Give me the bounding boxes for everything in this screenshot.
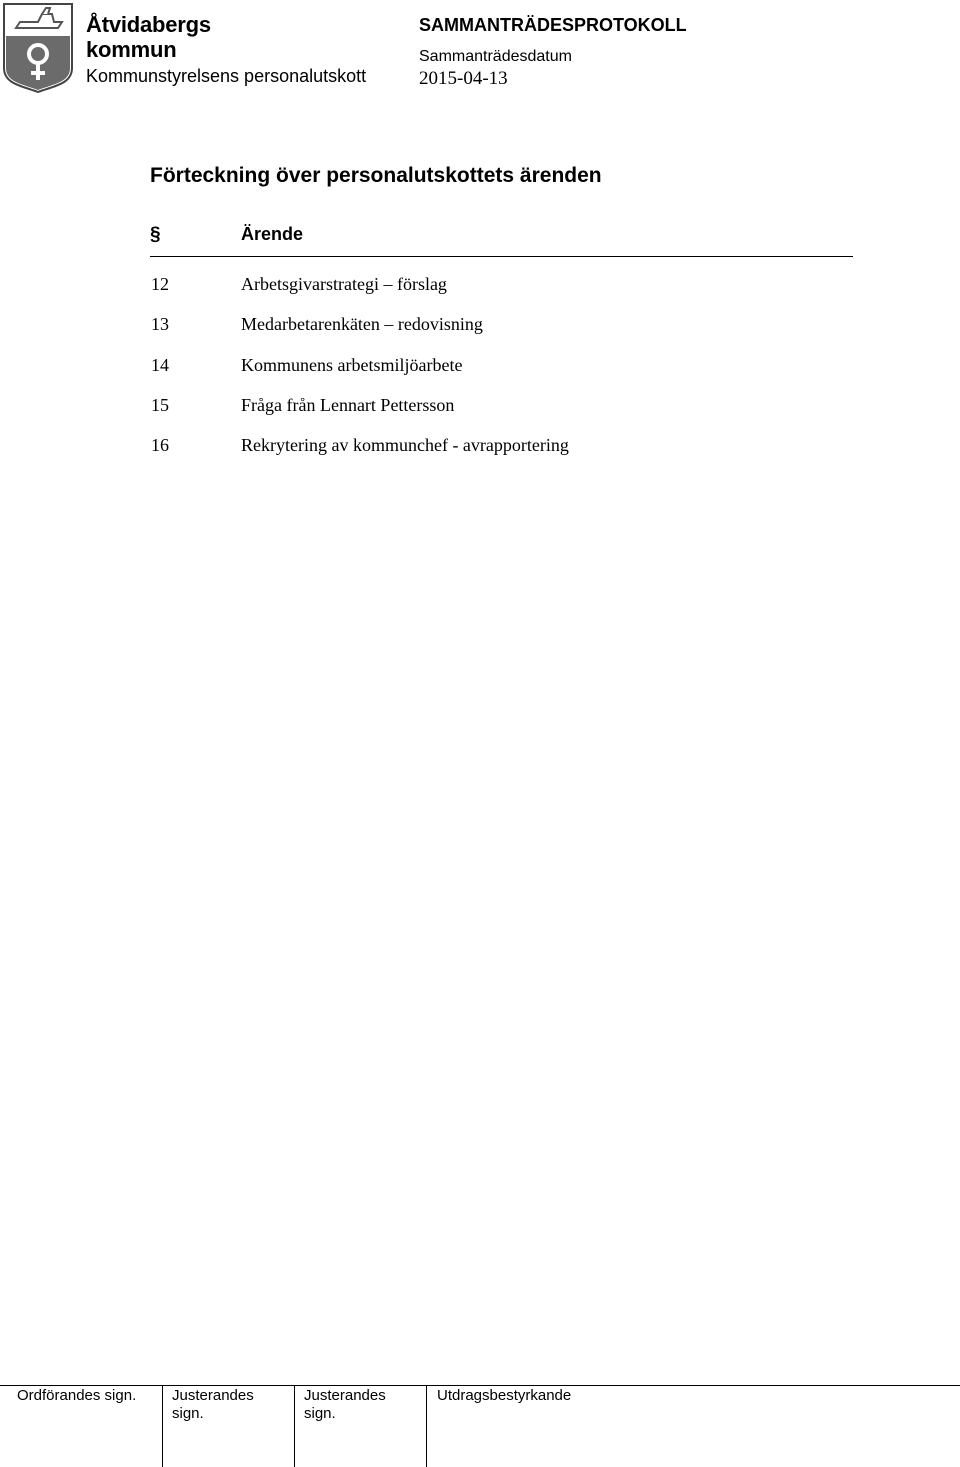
signature-footer (0, 1385, 960, 1467)
organization-name (86, 12, 211, 62)
certifier-label: Utdragsbestyrkande (437, 1387, 572, 1404)
list-item (150, 435, 850, 475)
adjuster-signature-label-line2: sign. (304, 1405, 336, 1422)
footer-divider (294, 1385, 295, 1467)
column-header-paragraph: § (150, 224, 161, 245)
adjuster-signature-cell-2 (304, 1387, 386, 1423)
item-number: 14 (151, 354, 169, 375)
column-header-arende: Ärende (241, 224, 304, 244)
list-item (150, 395, 850, 435)
adjuster-signature-cell-1 (172, 1387, 254, 1423)
footer-rule (0, 1385, 960, 1386)
committee-name: Kommunstyrelsens personalutskott (86, 66, 367, 86)
adjuster-signature-label-line2: sign. (172, 1405, 204, 1422)
adjuster-signature-label-line1: Justerandes (172, 1387, 254, 1404)
item-number: 15 (151, 394, 169, 415)
item-number: 13 (151, 314, 169, 335)
item-number: 12 (151, 274, 169, 294)
matters-list (150, 274, 850, 475)
list-item (150, 355, 850, 395)
organization-name-line2: kommun (86, 37, 177, 62)
certifier-cell (437, 1387, 571, 1405)
meeting-date-label: Sammanträdesdatum (419, 48, 572, 65)
adjuster-signature-label-line1: Justerandes (304, 1387, 386, 1404)
footer-divider (162, 1385, 163, 1467)
list-item (150, 314, 850, 354)
footer-divider (426, 1385, 427, 1467)
item-title: Medarbetarenkäten – redovisning (241, 314, 483, 335)
item-title: Fråga från Lennart Pettersson (241, 394, 455, 415)
organization-name-line1: Åtvidabergs (86, 12, 211, 37)
municipality-coat-of-arms-logo (2, 2, 76, 94)
meeting-date-value: 2015-04-13 (419, 68, 508, 89)
chair-signature-label: Ordförandes sign. (17, 1387, 137, 1404)
document-type: SAMMANTRÄDESPROTOKOLL (419, 15, 687, 35)
chair-signature-cell (17, 1387, 136, 1405)
list-item (150, 274, 850, 314)
item-number: 16 (151, 435, 169, 456)
item-title: Rekrytering av kommunchef - avrapportering (241, 435, 569, 456)
page-title: Förteckning över personalutskottets ärenden (150, 164, 602, 187)
item-title: Arbetsgivarstrategi – förslag (241, 274, 447, 294)
item-title: Kommunens arbetsmiljöarbete (241, 354, 463, 375)
table-header-rule (150, 256, 853, 257)
